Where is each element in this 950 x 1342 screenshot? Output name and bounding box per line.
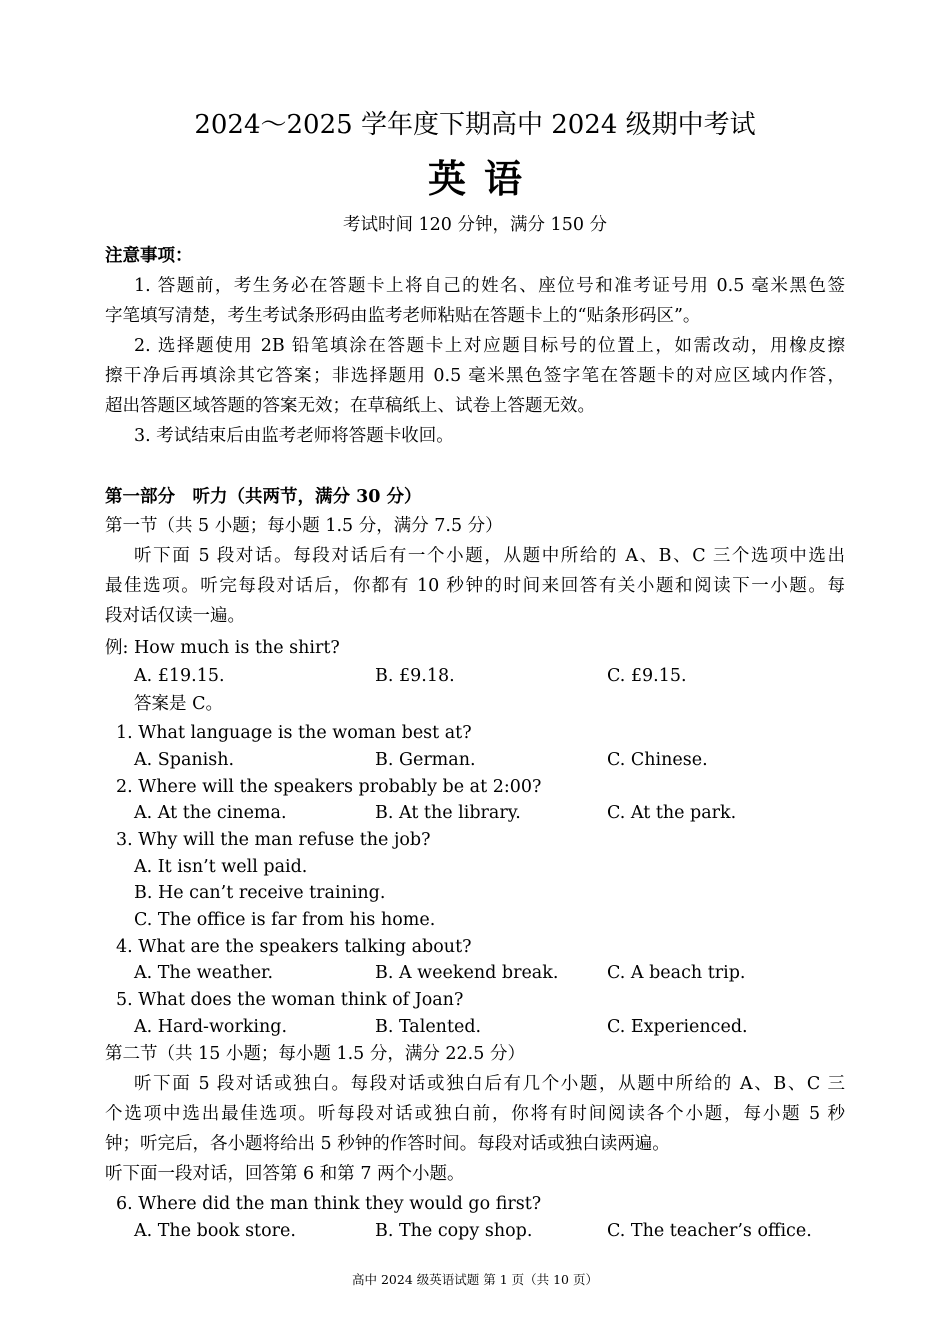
question-5-option-a: A. Hard-working. xyxy=(134,1017,288,1037)
dialogue-intro: 听下面一段对话，回答第 6 和第 7 两个小题。 xyxy=(105,1164,465,1184)
question-1-option-b: B. German. xyxy=(375,750,476,770)
question-6-option-a: A. The book store. xyxy=(134,1221,296,1241)
example-question: 例: How much is the shirt? xyxy=(105,638,340,658)
section1-instruction-line-1: 听下面 5 段对话。每段对话后有一个小题，从题中所给的 A、B、C 三个选项中选出 xyxy=(134,546,845,566)
section2-instruction-line-1: 听下面 5 段对话或独白。每段对话或独白后有几个小题，从题中所给的 A、B、C 三 xyxy=(134,1074,845,1094)
question-2-option-a: A. At the cinema. xyxy=(134,803,287,823)
notice-item-2-line-2: 擦干净后再填涂其它答案；非选择题用 0.5 毫米黑色签字笔在答题卡的对应区域内作答， xyxy=(105,366,845,386)
exam-info: 考试时间 120 分钟，满分 150 分 xyxy=(342,215,608,235)
question-6: 6. Where did the man think they would go first? xyxy=(116,1194,542,1214)
section2-instruction-line-2: 个选项中选出最佳选项。听每段对话或独白前，你将有时间阅读各个小题，每小题 5 秒 xyxy=(105,1104,845,1124)
question-4-option-a: A. The weather. xyxy=(134,963,274,983)
example-option-c: C. £9.15. xyxy=(607,666,687,686)
example-option-b: B. £9.18. xyxy=(375,666,455,686)
question-6-option-c: C. The teacher’s office. xyxy=(607,1221,812,1241)
question-2: 2. Where will the speakers probably be at 2:00? xyxy=(116,777,542,797)
section1-heading: 第一节（共 5 小题；每小题 1.5 分，满分 7.5 分） xyxy=(105,516,503,536)
question-1-option-c: C. Chinese. xyxy=(607,750,708,770)
question-1-option-a: A. Spanish. xyxy=(134,750,235,770)
question-5-option-c: C. Experienced. xyxy=(607,1017,748,1037)
notice-item-1-line-2: 字笔填写清楚，考生考试条形码由监考老师粘贴在答题卡上的“贴条形码区”。 xyxy=(105,306,701,326)
subject-title: 英语 xyxy=(427,156,540,201)
section2-instruction-line-3: 钟；听完后，各小题将给出 5 秒钟的作答时间。每段对话或独白读两遍。 xyxy=(105,1134,670,1154)
question-4-option-c: C. A beach trip. xyxy=(607,963,746,983)
question-2-option-c: C. At the park. xyxy=(607,803,737,823)
question-3: 3. Why will the man refuse the job? xyxy=(116,830,431,850)
notice-item-2-line-1: 2. 选择题使用 2B 铅笔填涂在答题卡上对应题目标号的位置上，如需改动，用橡皮擦 xyxy=(134,336,845,356)
notice-item-3: 3. 考试结束后由监考老师将答题卡收回。 xyxy=(134,426,454,446)
section2-heading: 第二节（共 15 小题；每小题 1.5 分，满分 22.5 分） xyxy=(105,1044,525,1064)
question-2-option-b: B. At the library. xyxy=(375,803,521,823)
section1-instruction-line-2: 最佳选项。听完每段对话后，你都有 10 秒钟的时间来回答有关小题和阅读下一小题。每 xyxy=(105,576,845,596)
notice-item-1-line-1: 1. 答题前，考生务必在答题卡上将自己的姓名、座位号和准考证号用 0.5 毫米黑色签 xyxy=(134,276,845,296)
question-3-option-c: C. The office is far from his home. xyxy=(134,910,436,930)
question-6-option-b: B. The copy shop. xyxy=(375,1221,533,1241)
page-footer: 高中 2024 级英语试题 第 1 页（共 10 页） xyxy=(352,1272,598,1287)
question-4: 4. What are the speakers talking about? xyxy=(116,937,472,957)
question-3-option-a: A. It isn’t well paid. xyxy=(134,857,308,877)
question-5: 5. What does the woman think of Joan? xyxy=(116,990,464,1010)
example-option-a: A. £19.15. xyxy=(134,666,225,686)
example-answer: 答案是 C。 xyxy=(134,694,223,714)
question-5-option-b: B. Talented. xyxy=(375,1017,482,1037)
question-3-option-b: B. He can’t receive training. xyxy=(134,883,386,903)
part1-heading: 第一部分 听力（共两节，满分 30 分） xyxy=(105,487,422,507)
notice-heading: 注意事项： xyxy=(105,246,193,266)
exam-title: 2024～2025 学年度下期高中 2024 级期中考试 xyxy=(194,110,756,140)
question-4-option-b: B. A weekend break. xyxy=(375,963,559,983)
notice-item-2-line-3: 超出答题区域答题的答案无效；在草稿纸上、试卷上答题无效。 xyxy=(105,396,595,416)
section1-instruction-line-3: 段对话仅读一遍。 xyxy=(105,606,245,626)
question-1: 1. What language is the woman best at? xyxy=(116,723,472,743)
